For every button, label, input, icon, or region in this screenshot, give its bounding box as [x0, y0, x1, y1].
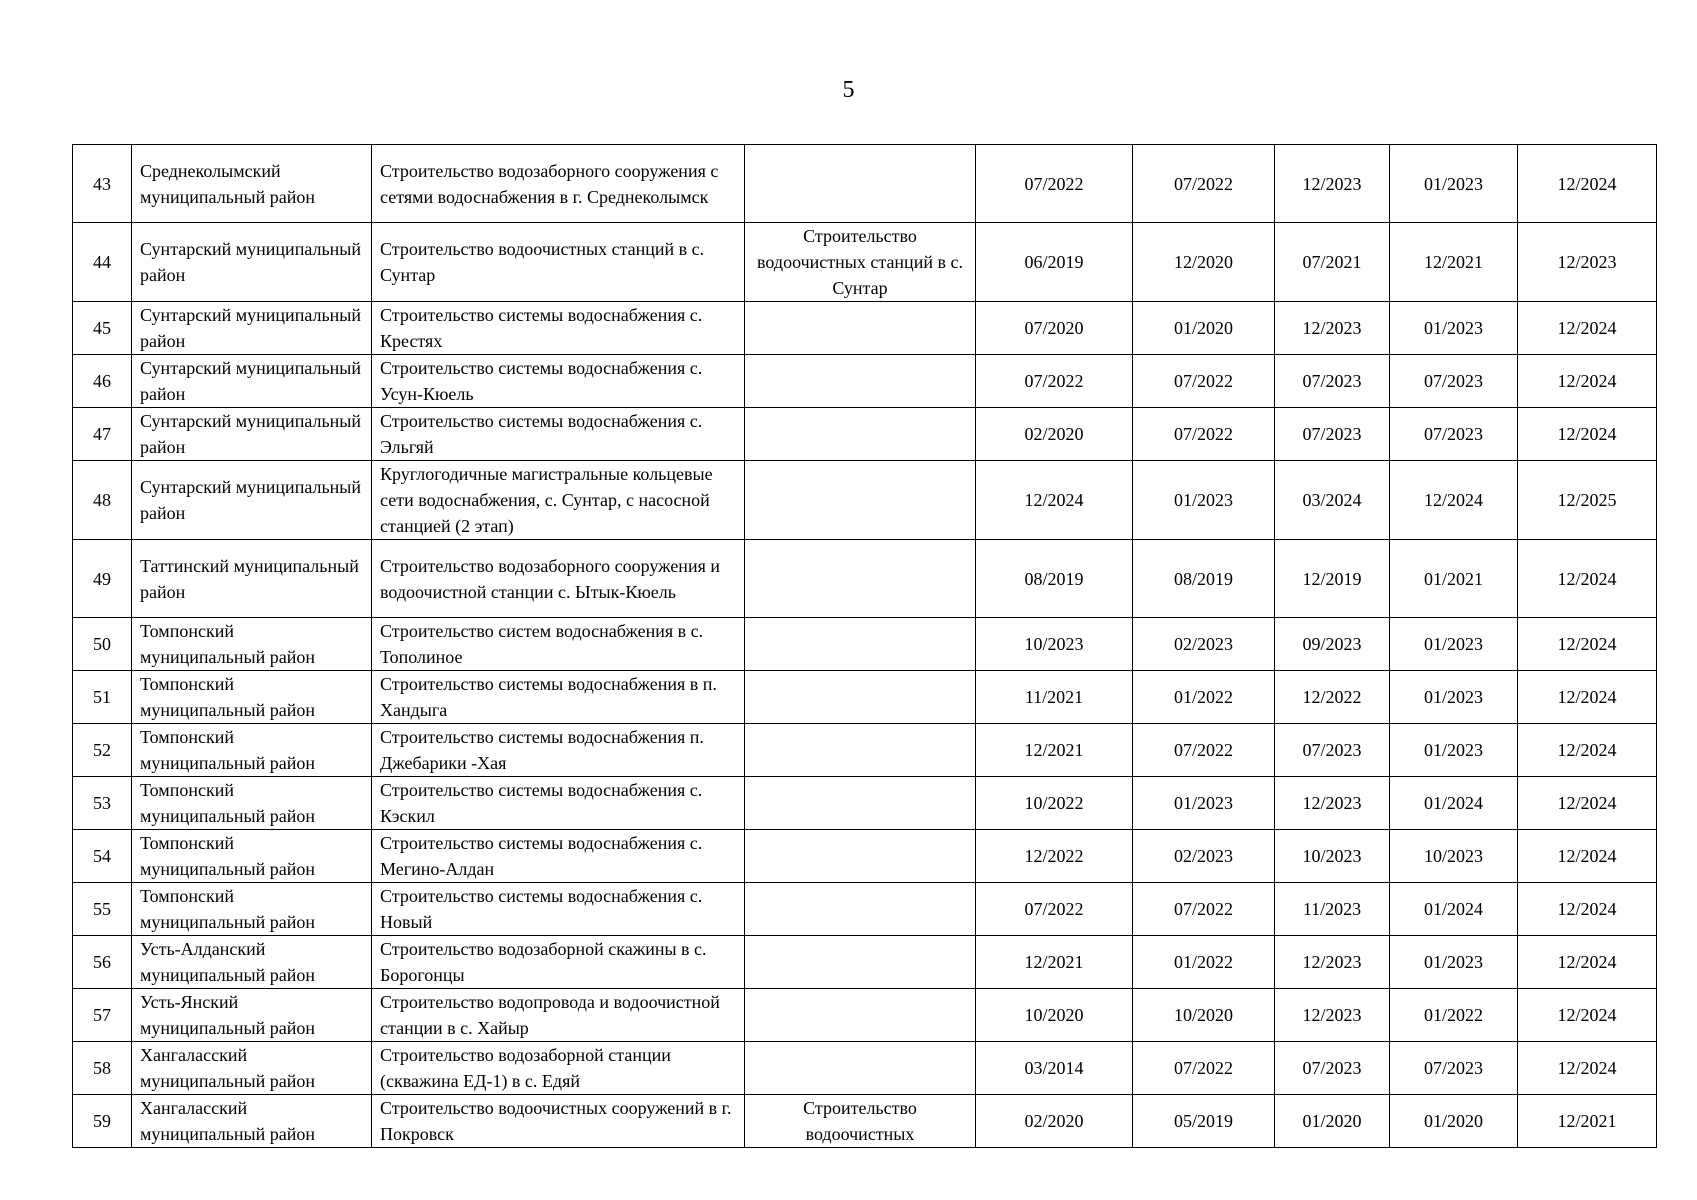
date-cell: 07/2023 — [1275, 724, 1390, 777]
object-cell: Строительство водопровода и водоочистной станции в с. Хайыр — [372, 989, 745, 1042]
row-number-cell: 52 — [73, 724, 132, 777]
table-row — [73, 777, 1657, 830]
date-cell: 12/2023 — [1518, 223, 1657, 302]
object-name-cell — [745, 355, 976, 408]
table-row — [73, 1042, 1657, 1095]
date-cell: 01/2023 — [1133, 461, 1275, 540]
date-cell: 07/2023 — [1390, 355, 1518, 408]
date-cell: 12/2023 — [1275, 302, 1390, 355]
date-cell: 01/2023 — [1133, 777, 1275, 830]
row-number-cell: 56 — [73, 936, 132, 989]
date-cell: 12/2023 — [1275, 145, 1390, 223]
object-cell: Строительство системы водоснабжения с. Эльгяй — [372, 408, 745, 461]
region-cell: Хангаласский муниципальный район — [132, 1042, 372, 1095]
table-row — [73, 1095, 1657, 1148]
date-cell: 12/2024 — [1518, 355, 1657, 408]
date-cell: 12/2024 — [1518, 408, 1657, 461]
row-number-cell: 55 — [73, 883, 132, 936]
row-number-cell: 46 — [73, 355, 132, 408]
date-cell: 12/2023 — [1275, 989, 1390, 1042]
date-cell: 03/2014 — [976, 1042, 1133, 1095]
date-cell: 12/2023 — [1275, 936, 1390, 989]
date-cell: 10/2020 — [976, 989, 1133, 1042]
table-row — [73, 408, 1657, 461]
date-cell: 07/2022 — [1133, 724, 1275, 777]
date-cell: 12/2020 — [1133, 223, 1275, 302]
date-cell: 12/2024 — [1390, 461, 1518, 540]
date-cell: 07/2022 — [1133, 355, 1275, 408]
date-cell: 01/2023 — [1390, 145, 1518, 223]
object-name-cell — [745, 461, 976, 540]
date-cell: 12/2024 — [1518, 777, 1657, 830]
date-cell: 07/2020 — [976, 302, 1133, 355]
object-name-cell — [745, 724, 976, 777]
date-cell: 02/2020 — [976, 1095, 1133, 1148]
region-cell: Томпонский муниципальный район — [132, 777, 372, 830]
object-cell: Строительство водозаборной скажины в с. Борогонцы — [372, 936, 745, 989]
date-cell: 12/2021 — [1390, 223, 1518, 302]
table-row — [73, 724, 1657, 777]
region-cell: Томпонский муниципальный район — [132, 883, 372, 936]
date-cell: 01/2023 — [1390, 302, 1518, 355]
date-cell: 12/2024 — [1518, 724, 1657, 777]
table-row — [73, 223, 1657, 302]
table-row — [73, 671, 1657, 724]
date-cell: 07/2023 — [1390, 1042, 1518, 1095]
date-cell: 07/2022 — [1133, 408, 1275, 461]
table-row — [73, 461, 1657, 540]
date-cell: 01/2024 — [1390, 777, 1518, 830]
date-cell: 10/2022 — [976, 777, 1133, 830]
table-row — [73, 830, 1657, 883]
date-cell: 07/2023 — [1275, 355, 1390, 408]
date-cell: 11/2021 — [976, 671, 1133, 724]
object-cell: Строительство системы водоснабжения с. Новый — [372, 883, 745, 936]
region-cell: Томпонский муниципальный район — [132, 724, 372, 777]
region-cell: Усть-Янский муниципальный район — [132, 989, 372, 1042]
object-name-cell — [745, 671, 976, 724]
object-cell: Строительство системы водоснабжения с. Кэскил — [372, 777, 745, 830]
object-name-cell — [745, 1042, 976, 1095]
date-cell: 12/2021 — [1518, 1095, 1657, 1148]
date-cell: 01/2024 — [1390, 883, 1518, 936]
date-cell: 12/2024 — [1518, 540, 1657, 618]
table-body — [73, 145, 1657, 1148]
table-row — [73, 618, 1657, 671]
row-number-cell: 49 — [73, 540, 132, 618]
object-name-cell — [745, 830, 976, 883]
object-cell: Строительство водоочистных станций в с. Сунтар — [372, 223, 745, 302]
region-cell: Хангаласский муниципальный район — [132, 1095, 372, 1148]
object-name-cell — [745, 883, 976, 936]
date-cell: 11/2023 — [1275, 883, 1390, 936]
row-number-cell: 51 — [73, 671, 132, 724]
projects-table — [72, 144, 1657, 1148]
date-cell: 12/2019 — [1275, 540, 1390, 618]
date-cell: 01/2022 — [1133, 936, 1275, 989]
date-cell: 08/2019 — [1133, 540, 1275, 618]
date-cell: 05/2019 — [1133, 1095, 1275, 1148]
date-cell: 12/2023 — [1275, 777, 1390, 830]
table-row — [73, 936, 1657, 989]
date-cell: 12/2024 — [1518, 302, 1657, 355]
region-cell: Усть-Алданский муниципальный район — [132, 936, 372, 989]
date-cell: 07/2022 — [1133, 1042, 1275, 1095]
table-row — [73, 355, 1657, 408]
object-cell: Строительство системы водоснабжения с. Усун-Кюель — [372, 355, 745, 408]
table-row — [73, 883, 1657, 936]
date-cell: 12/2024 — [1518, 989, 1657, 1042]
date-cell: 07/2022 — [976, 355, 1133, 408]
date-cell: 12/2024 — [1518, 145, 1657, 223]
region-cell: Таттинский муниципальный район — [132, 540, 372, 618]
row-number-cell: 59 — [73, 1095, 132, 1148]
row-number-cell: 57 — [73, 989, 132, 1042]
date-cell: 12/2022 — [1275, 671, 1390, 724]
date-cell: 12/2022 — [976, 830, 1133, 883]
object-name-cell — [745, 618, 976, 671]
object-cell: Строительство системы водоснабжения с. Крестях — [372, 302, 745, 355]
table-row — [73, 540, 1657, 618]
row-number-cell: 50 — [73, 618, 132, 671]
object-name-cell — [745, 777, 976, 830]
object-name-cell — [745, 936, 976, 989]
date-cell: 08/2019 — [976, 540, 1133, 618]
date-cell: 12/2024 — [1518, 671, 1657, 724]
region-cell: Сунтарский муниципальный район — [132, 355, 372, 408]
date-cell: 01/2023 — [1390, 936, 1518, 989]
date-cell: 12/2021 — [976, 724, 1133, 777]
date-cell: 07/2021 — [1275, 223, 1390, 302]
date-cell: 07/2022 — [976, 145, 1133, 223]
object-name-cell — [745, 408, 976, 461]
date-cell: 09/2023 — [1275, 618, 1390, 671]
date-cell: 07/2023 — [1390, 408, 1518, 461]
date-cell: 12/2024 — [1518, 830, 1657, 883]
row-number-cell: 48 — [73, 461, 132, 540]
table-row — [73, 145, 1657, 223]
object-name-cell: Строительство водоочистных станций в с. Сунтар — [745, 223, 976, 302]
object-name-cell — [745, 302, 976, 355]
region-cell: Томпонский муниципальный район — [132, 618, 372, 671]
object-cell: Строительство водозаборного сооружения с сетями водоснабжения в г. Среднеколымск — [372, 145, 745, 223]
date-cell: 07/2022 — [1133, 145, 1275, 223]
date-cell: 10/2023 — [1275, 830, 1390, 883]
date-cell: 01/2023 — [1390, 618, 1518, 671]
region-cell: Сунтарский муниципальный район — [132, 461, 372, 540]
date-cell: 07/2023 — [1275, 1042, 1390, 1095]
date-cell: 12/2024 — [1518, 618, 1657, 671]
table-row — [73, 302, 1657, 355]
date-cell: 06/2019 — [976, 223, 1133, 302]
object-cell: Строительство системы водоснабжения п. Джебарики -Хая — [372, 724, 745, 777]
object-cell: Строительство водоочистных сооружений в г. Покровск — [372, 1095, 745, 1148]
row-number-cell: 58 — [73, 1042, 132, 1095]
region-cell: Сунтарский муниципальный район — [132, 408, 372, 461]
date-cell: 07/2023 — [1275, 408, 1390, 461]
region-cell: Томпонский муниципальный район — [132, 830, 372, 883]
object-name-cell — [745, 989, 976, 1042]
region-cell: Сунтарский муниципальный район — [132, 302, 372, 355]
region-cell: Среднеколымский муниципальный район — [132, 145, 372, 223]
table-row — [73, 989, 1657, 1042]
page-number: 5 — [842, 77, 855, 103]
date-cell: 10/2020 — [1133, 989, 1275, 1042]
object-cell: Строительство водозаборной станции (скважина ЕД-1) в с. Едяй — [372, 1042, 745, 1095]
date-cell: 02/2023 — [1133, 830, 1275, 883]
date-cell: 07/2022 — [1133, 883, 1275, 936]
row-number-cell: 53 — [73, 777, 132, 830]
object-name-cell — [745, 145, 976, 223]
date-cell: 01/2022 — [1390, 989, 1518, 1042]
object-cell: Строительство систем водоснабжения в с. Тополиное — [372, 618, 745, 671]
date-cell: 01/2023 — [1390, 724, 1518, 777]
object-cell: Строительство водозаборного сооружения и водоочистной станции с. Ытык-Кюель — [372, 540, 745, 618]
object-cell: Строительство системы водоснабжения в п. Хандыга — [372, 671, 745, 724]
date-cell: 01/2020 — [1275, 1095, 1390, 1148]
row-number-cell: 44 — [73, 223, 132, 302]
row-number-cell: 45 — [73, 302, 132, 355]
date-cell: 12/2024 — [1518, 1042, 1657, 1095]
date-cell: 01/2021 — [1390, 540, 1518, 618]
row-number-cell: 43 — [73, 145, 132, 223]
date-cell: 07/2022 — [976, 883, 1133, 936]
region-cell: Сунтарский муниципальный район — [132, 223, 372, 302]
date-cell: 03/2024 — [1275, 461, 1390, 540]
date-cell: 02/2020 — [976, 408, 1133, 461]
date-cell: 12/2024 — [1518, 936, 1657, 989]
region-cell: Томпонский муниципальный район — [132, 671, 372, 724]
date-cell: 01/2023 — [1390, 671, 1518, 724]
object-name-cell — [745, 540, 976, 618]
date-cell: 01/2020 — [1133, 302, 1275, 355]
date-cell: 10/2023 — [1390, 830, 1518, 883]
date-cell: 10/2023 — [976, 618, 1133, 671]
object-cell: Круглогодичные магистральные кольцевые сети водоснабжения, с. Сунтар, с насосной станцией (2 этап) — [372, 461, 745, 540]
date-cell: 12/2024 — [976, 461, 1133, 540]
date-cell: 12/2025 — [1518, 461, 1657, 540]
object-name-cell: Строительство водоочистных — [745, 1095, 976, 1148]
date-cell: 01/2022 — [1133, 671, 1275, 724]
date-cell: 02/2023 — [1133, 618, 1275, 671]
row-number-cell: 54 — [73, 830, 132, 883]
object-cell: Строительство системы водоснабжения с. Мегино-Алдан — [372, 830, 745, 883]
date-cell: 12/2021 — [976, 936, 1133, 989]
date-cell: 01/2020 — [1390, 1095, 1518, 1148]
row-number-cell: 47 — [73, 408, 132, 461]
date-cell: 12/2024 — [1518, 883, 1657, 936]
